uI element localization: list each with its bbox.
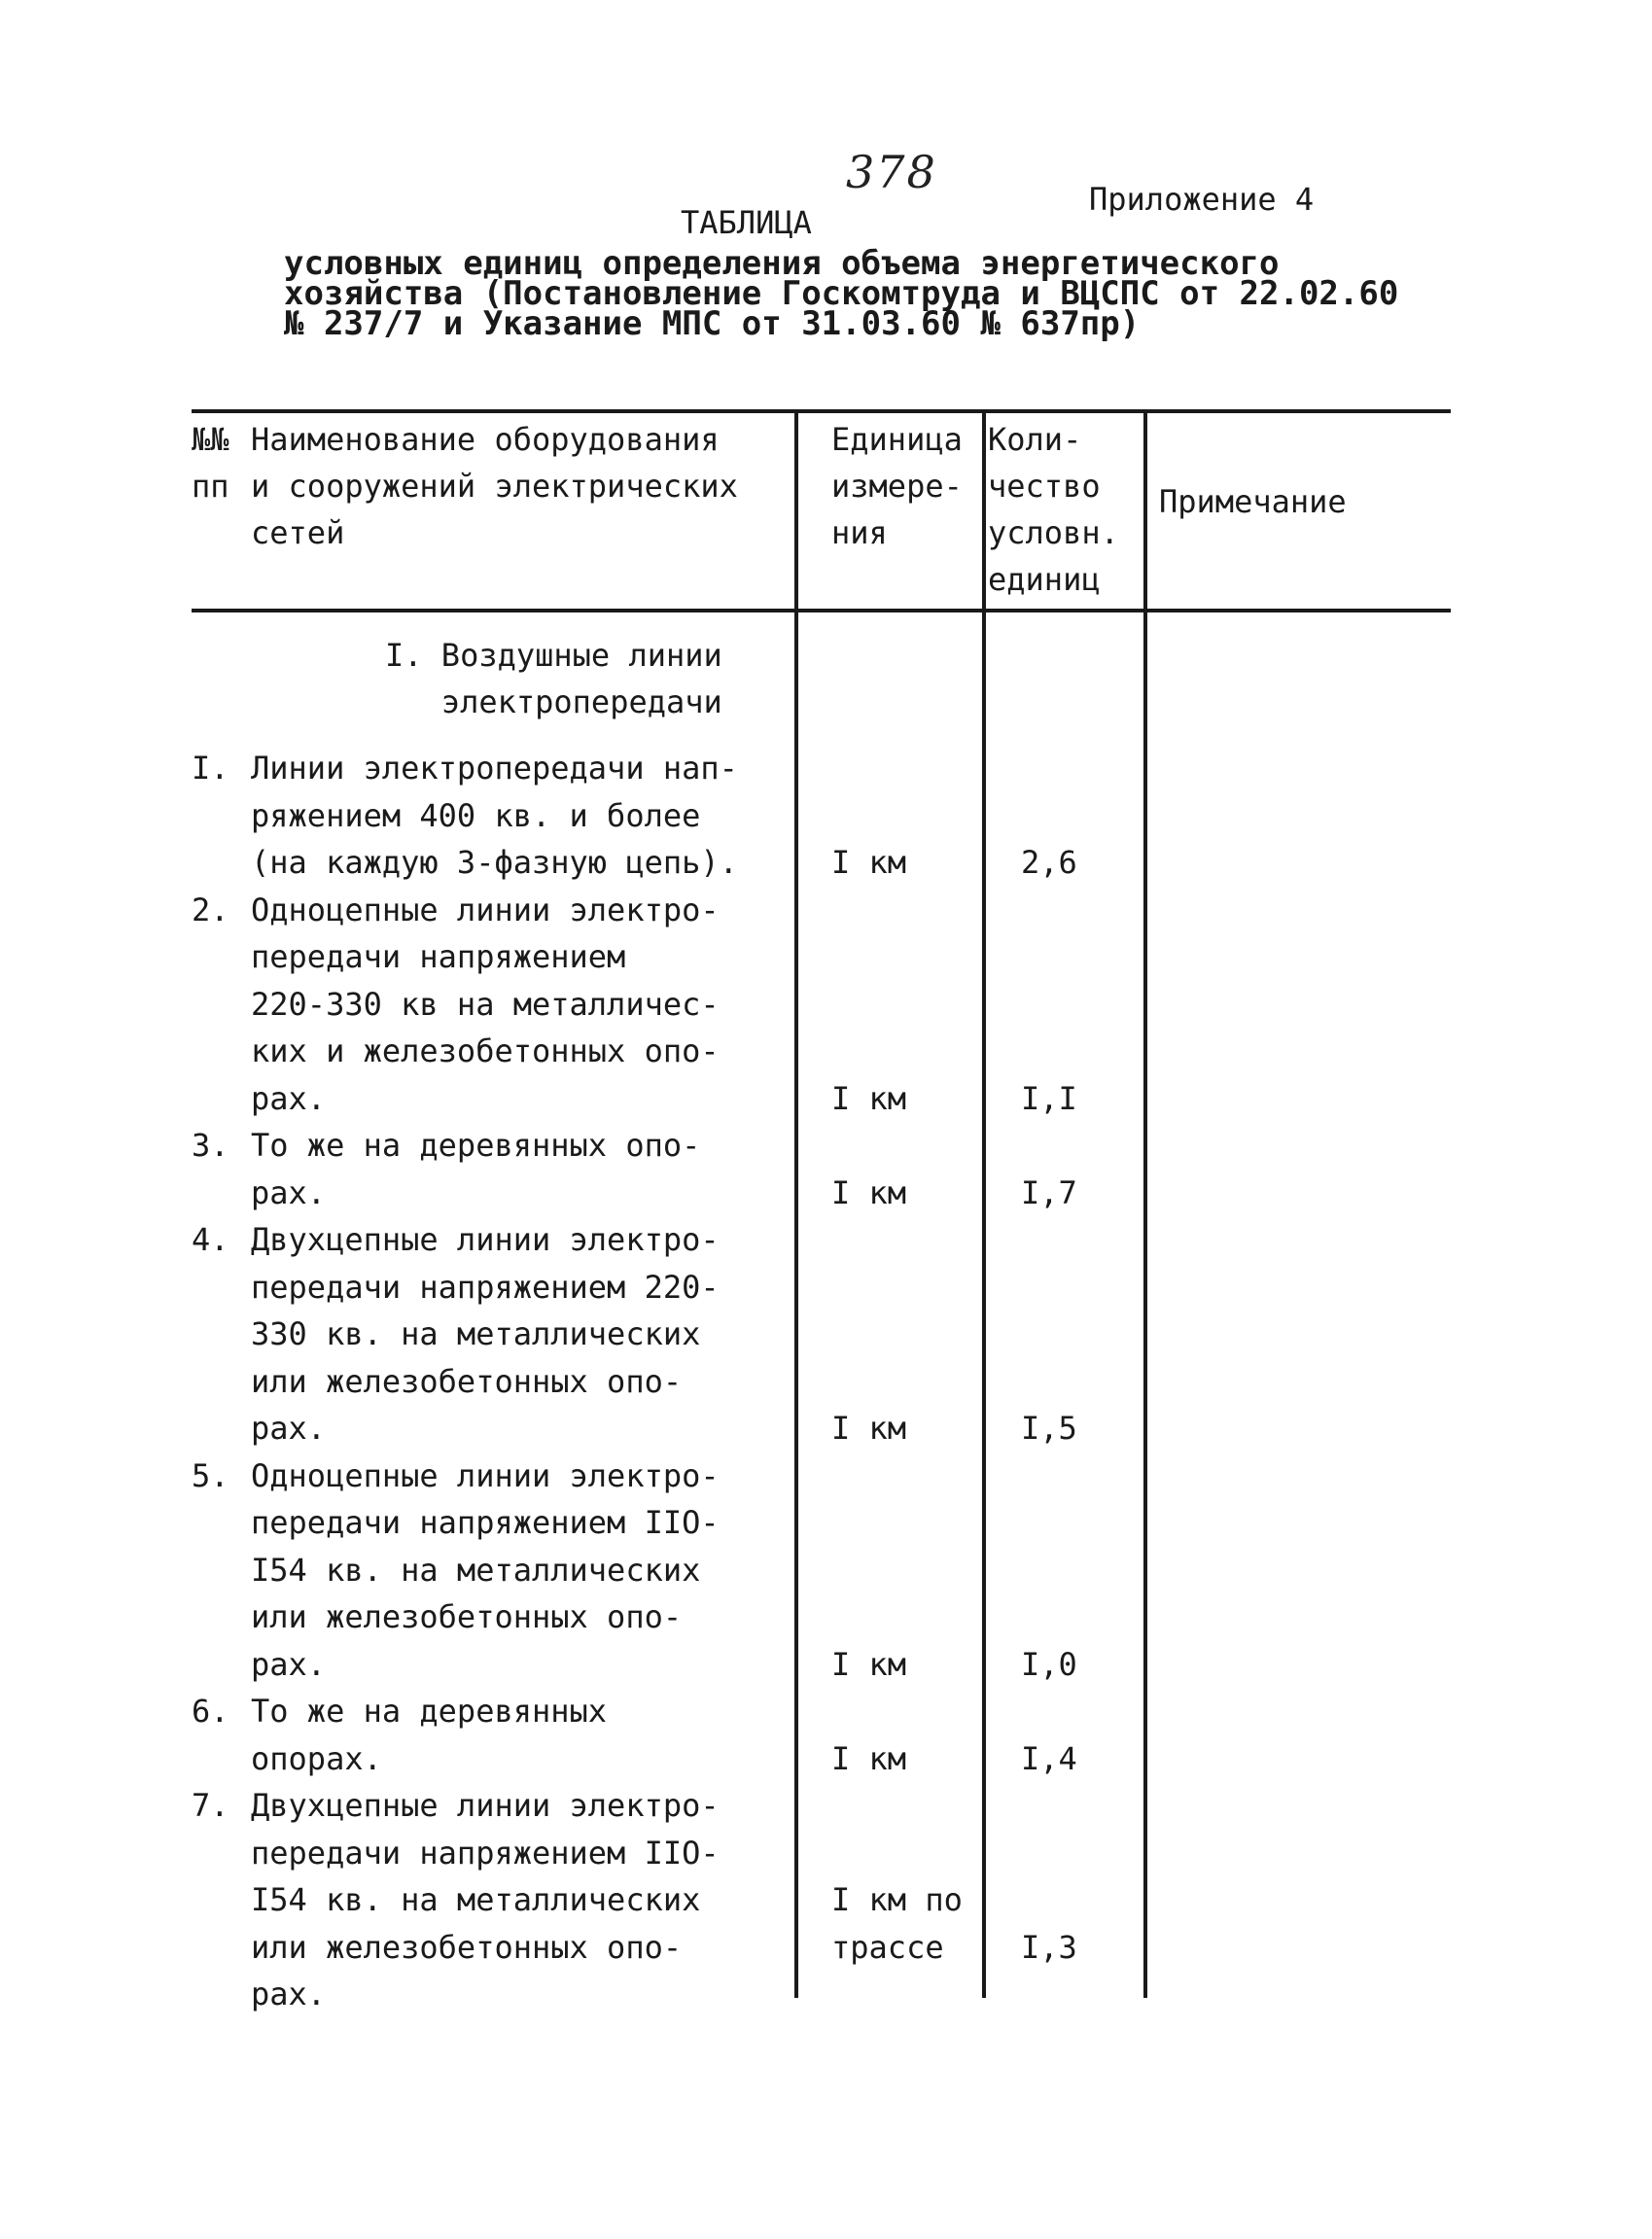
row-description-line: рах. [251, 1173, 327, 1211]
row-description-line: Одноцепные линии электро- [251, 1456, 720, 1494]
row-unit [831, 1876, 963, 1971]
row-unit-line: I км [831, 1173, 907, 1211]
header-name-line: и сооружений электрических [251, 468, 738, 505]
row-description [251, 745, 738, 887]
row-unit [831, 1735, 906, 1783]
row-description-line: или железобетонных опо- [251, 1928, 683, 1966]
row-unit-line: I км [831, 844, 907, 881]
row-description [251, 1452, 720, 1689]
header-qty-line: Коли- [988, 421, 1082, 458]
header-num-line: №№ [192, 421, 229, 458]
column-divider-unit [794, 409, 798, 1998]
row-quantity: I,3 [1021, 1928, 1077, 1966]
header-unit-line: Единица [831, 421, 963, 458]
row-description [251, 1688, 607, 1782]
section-heading [385, 632, 722, 725]
row-description-line: рах. [251, 1079, 327, 1117]
row-number: 4. [192, 1221, 229, 1258]
row-quantity: 2,6 [1021, 844, 1077, 881]
row-description-line: передачи напряжением [251, 938, 626, 975]
row-description [251, 1122, 700, 1216]
row-unit [831, 839, 906, 887]
row-description-line: или железобетонных опо- [251, 1362, 683, 1400]
header-unit-line: измере- [831, 468, 963, 505]
header-name [251, 416, 738, 556]
header-num-line: пп [192, 468, 229, 505]
row-description-line: Двухцепные линии электро- [251, 1221, 720, 1258]
row-description-line: То же на деревянных опо- [251, 1127, 701, 1164]
row-description-line: или железобетонных опо- [251, 1598, 683, 1635]
row-description-line: рах. [251, 1976, 327, 2012]
row-unit [831, 1075, 906, 1123]
row-number: I. [192, 750, 229, 787]
row-description-line: ряжением 400 кв. и более [251, 796, 701, 834]
row-number: 5. [192, 1456, 229, 1494]
row-description-line: (на каждую 3-фазную цепь). [251, 844, 738, 881]
row-unit-line: I км [831, 1645, 907, 1683]
row-description [251, 887, 720, 1123]
row-unit [831, 1170, 906, 1217]
header-bottom-rule [192, 609, 1451, 612]
row-description-line: ких и железобетонных опо- [251, 1032, 720, 1069]
row-description-line: То же на деревянных [251, 1693, 608, 1730]
row-unit-line: I км [831, 1739, 907, 1777]
row-number: 6. [192, 1693, 229, 1730]
row-description-line: Одноцепные линии электро- [251, 891, 720, 928]
row-quantity: I,5 [1021, 1410, 1077, 1447]
header-qty-line: условн. [988, 514, 1119, 551]
row-description-line: I54 кв. на металлических [251, 1881, 701, 1918]
section-heading-line: I. Воздушные линии [385, 637, 722, 674]
header-name-line: Наименование оборудования [251, 421, 720, 458]
row-description-line: рах. [251, 1410, 327, 1447]
row-description-line: 330 кв. на металлических [251, 1315, 701, 1352]
header-qty-line: чество [988, 468, 1101, 505]
row-unit [831, 1641, 906, 1689]
row-number: 3. [192, 1127, 229, 1164]
row-description-line: I54 кв. на металлических [251, 1551, 701, 1589]
row-number: 7. [192, 1787, 229, 1824]
row-quantity: I,4 [1021, 1739, 1077, 1777]
header-unit [831, 416, 963, 556]
header-unit-line: ния [831, 514, 888, 551]
row-number: 2. [192, 891, 229, 928]
row-description-line: опорах. [251, 1739, 382, 1777]
column-divider-qty [982, 409, 986, 1998]
header-qty-line: единиц [988, 561, 1101, 598]
row-description-line: рах. [251, 1645, 327, 1683]
table-heading: ТАБЛИЦА [681, 204, 812, 241]
row-unit [831, 1405, 906, 1452]
row-description [251, 1782, 720, 2018]
header-name-line: сетей [251, 514, 345, 551]
page-number: 378 [846, 146, 937, 198]
row-unit-line: I км [831, 1410, 907, 1447]
row-description [251, 1216, 720, 1452]
row-description-line: 220-330 кв на металличес- [251, 985, 720, 1023]
row-quantity: I,0 [1021, 1645, 1077, 1683]
table-top-rule [192, 409, 1451, 413]
row-description-line: Двухцепные линии электро- [251, 1787, 720, 1824]
section-heading-line: электропередачи [440, 683, 722, 720]
row-description-line: передачи напряжением IIO- [251, 1834, 720, 1872]
row-unit-line: I км [831, 1079, 907, 1117]
row-description-line: передачи напряжением 220- [251, 1268, 720, 1306]
subtitle-line: хозяйства (Постановление Госкомтруда и ВЦСПС от 22.02.60 [284, 274, 1399, 313]
subtitle-line: условных единиц определения объема энергетического [284, 244, 1280, 283]
header-note: Примечание [1159, 483, 1347, 520]
table-subtitle [284, 244, 1402, 343]
header-num [192, 416, 229, 509]
row-description-line: передачи напряжением IIO- [251, 1504, 720, 1541]
row-unit-line: трассе [831, 1928, 944, 1966]
row-description-line: Линии электропередачи нап- [251, 750, 738, 787]
column-divider-note [1143, 409, 1147, 1998]
subtitle-line: № 237/7 и Указание МПС от 31.03.60 № 637пр) [284, 304, 1141, 343]
row-quantity: I,7 [1021, 1173, 1077, 1211]
header-qty [988, 416, 1119, 603]
row-quantity: I,I [1021, 1079, 1077, 1117]
appendix-label: Приложение 4 [1089, 181, 1315, 218]
row-unit-line: I км по [831, 1881, 963, 1918]
